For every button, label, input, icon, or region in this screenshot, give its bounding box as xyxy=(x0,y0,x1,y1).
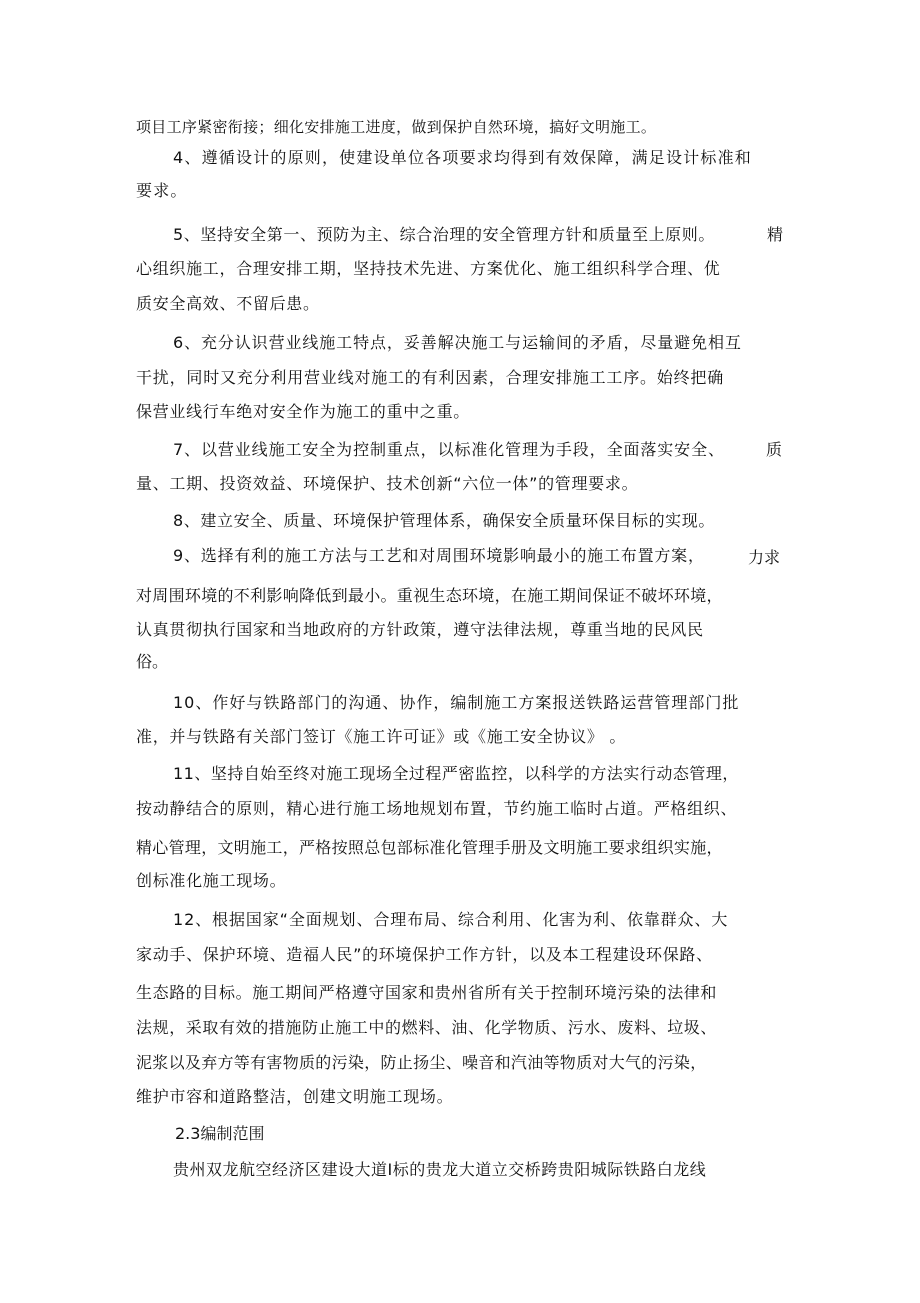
text-line: 心组织施工，合理安排工期，坚持技术先进、方案优化、施工组织科学合理、优 xyxy=(136,259,721,278)
text-line: 质 xyxy=(766,440,783,459)
text-line: 对周围环境的不利影响降低到最小。重视生态环境，在施工期间保证不破坏环境， xyxy=(136,586,723,605)
text-line: 认真贯彻执行国家和当地政府的方针政策，遵守法律法规，尊重当地的民风民 xyxy=(136,620,704,639)
section-heading: 2.3编制范围 xyxy=(175,1124,265,1143)
text-line: 8、建立安全、质量、环境保护管理体系，确保安全质量环保目标的实现。 xyxy=(173,511,715,530)
text-line: 要求。 xyxy=(136,181,188,200)
text-line: 干扰，同时又充分利用营业线对施工的有利因素，合理安排施工工序。始终把确 xyxy=(136,368,725,387)
text-line: 项目工序紧密衔接；细化安排施工进度，做到保护自然环境，搞好文明施工。 xyxy=(136,118,657,136)
text-line: 12、根据国家“全面规划、合理布局、综合利用、化害为利、依靠群众、大 xyxy=(173,910,729,929)
text-line: 泥浆以及弃方等有害物质的污染，防止扬尘、噪音和汽油等物质对大气的污染， xyxy=(136,1053,707,1072)
text-line: 10、作好与铁路部门的沟通、协作，编制施工方案报送铁路运营管理部门批 xyxy=(173,693,740,712)
text-line: 家动手、保护环境、造福人民”的环境保护工作方针，以及本工程建设环保路、 xyxy=(136,945,713,964)
text-line: 保营业线行车绝对安全作为施工的重中之重。 xyxy=(136,402,471,421)
text-line: 按动静结合的原则，精心进行施工场地规划布置，节约施工临时占道。严格组织、 xyxy=(136,799,738,818)
text-line: 质安全高效、不留后患。 xyxy=(136,294,320,313)
text-line: 创标准化施工现场。 xyxy=(136,871,287,890)
text-line: 贵州双龙航空经济区建设大道Ⅰ标的贵龙大道立交桥跨贵阳城际铁路白龙线 xyxy=(173,1160,707,1179)
text-line: 4、遵循设计的原则，使建设单位各项要求均得到有效保障，满足设计标准和 xyxy=(173,148,752,167)
text-line: 生态路的目标。施工期间严格遵守国家和贵州省所有关于控制环境污染的法律和 xyxy=(136,983,718,1002)
text-line: 法规，采取有效的措施防止施工中的燃料、油、化学物质、污水、废料、垃圾、 xyxy=(136,1018,718,1037)
text-line: 维护市容和道路整洁，创建文明施工现场。 xyxy=(136,1087,454,1106)
text-line: 准，并与铁路有关部门签订《施工许可证》或《施工安全协议》 。 xyxy=(136,727,627,746)
text-line: 俗。 xyxy=(136,652,169,671)
text-line: 6、充分认识营业线施工特点，妥善解决施工与运输间的矛盾，尽量避免相互 xyxy=(173,333,742,352)
text-line: 7、以营业线施工安全为控制重点，以标准化管理为手段，全面落实安全、 xyxy=(173,440,725,459)
text-line: 量、工期、投资效益、环境保护、技术创新“六位一体”的管理要求。 xyxy=(136,474,639,493)
text-line: 11、坚持自始至终对施工现场全过程严密监控，以科学的方法实行动态管理， xyxy=(173,764,739,783)
text-line: 力求 xyxy=(748,548,781,567)
text-line: 精 xyxy=(767,225,784,244)
text-line: 5、坚持安全第一、预防为主、综合治理的安全管理方针和质量至上原则。 xyxy=(173,225,715,244)
text-line: 精心管理，文明施工，严格按照总包部标准化管理手册及文明施工要求组织实施， xyxy=(136,838,723,857)
text-line: 9、选择有利的施工方法与工艺和对周围环境影响最小的施工布置方案， xyxy=(173,546,705,565)
